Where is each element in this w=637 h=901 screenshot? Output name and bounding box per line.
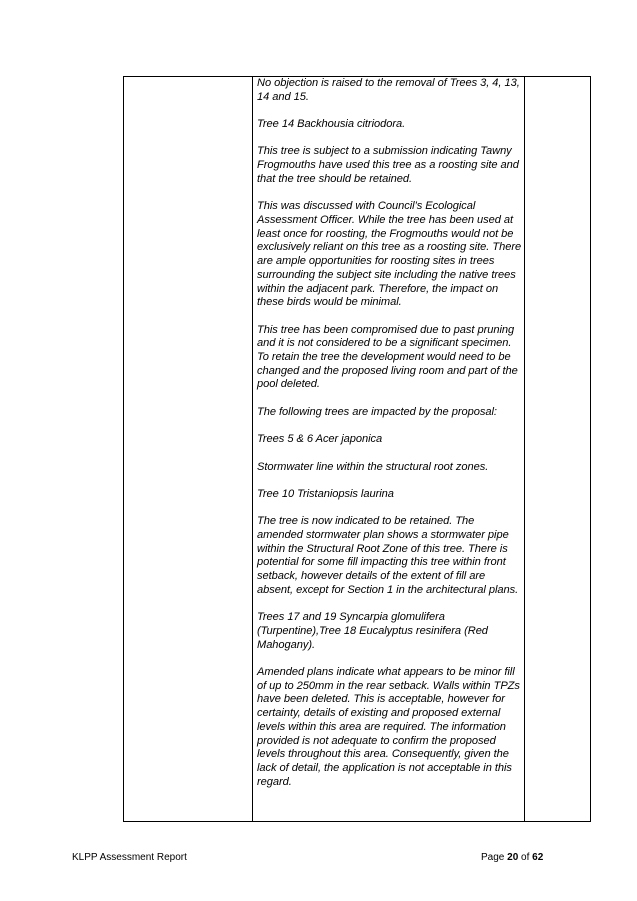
- paragraph: No objection is raised to the removal of Trees 3, 4, 13, 14 and 15.: [257, 77, 520, 103]
- paragraph: This tree is subject to a submission indicating Tawny Frogmouths have used this tree as a roosting site and that the tree should be retained.: [257, 145, 519, 185]
- paragraph: Tree 14 Backhousia citriodora.: [257, 118, 406, 131]
- paragraph: Tree 10 Tristaniopsis laurina: [257, 487, 394, 500]
- paragraph: This tree has been compromised due to past pruning and it is not considered to be a significant specimen. To retain the tree the development would need to be changed and the proposed living room and part of the pool deleted.: [257, 323, 518, 391]
- footer-report-name: KLPP Assessment Report: [72, 852, 187, 863]
- paragraph: Stormwater line within the structural root zones.: [257, 460, 489, 473]
- comments-cell: [257, 77, 523, 789]
- page-separator: of: [521, 852, 530, 863]
- paragraph: This was discussed with Council’s Ecological Assessment Officer. While the tree has been used at least once for roosting, the Frogmouths would not be exclusively reliant on this tree as a roosting site. There are ample opportunities for roosting sites in trees surrounding the subject site including the native trees within the adjacent park. Therefore, the impact on these birds would be minimal.: [257, 200, 522, 309]
- paragraph: Trees 5 & 6 Acer japonica: [257, 433, 383, 446]
- page-prefix: Page: [481, 852, 505, 863]
- footer-page-indicator: [481, 852, 543, 863]
- assessment-table: [123, 76, 591, 822]
- page-number: 20: [507, 852, 519, 863]
- column-divider: [252, 77, 253, 821]
- page-total: 62: [532, 852, 544, 863]
- paragraph: The following trees are impacted by the proposal:: [257, 405, 497, 418]
- paragraph: Trees 17 and 19 Syncarpia glomulifera (Turpentine),Tree 18 Eucalyptus resinifera (Red Mahogany).: [257, 611, 488, 651]
- paragraph: The tree is now indicated to be retained. The amended stormwater plan shows a stormwater pipe within the Structural Root Zone of this tree. There is potential for some fill impacting this tree within front setback, however details of the extent of fill are absent, except for Section 1 in the architectural plans.: [257, 515, 519, 596]
- paragraph: Amended plans indicate what appears to be minor fill of up to 250mm in the rear setback. Walls within TPZs have been deleted. This is acceptable, however for certainty, details of existing and proposed external levels within this area are required. The information provided is not adequate to confirm the proposed levels throughout this area. Consequently, given the lack of detail, the application is not acceptable in this regard.: [257, 666, 520, 788]
- column-divider: [524, 77, 525, 821]
